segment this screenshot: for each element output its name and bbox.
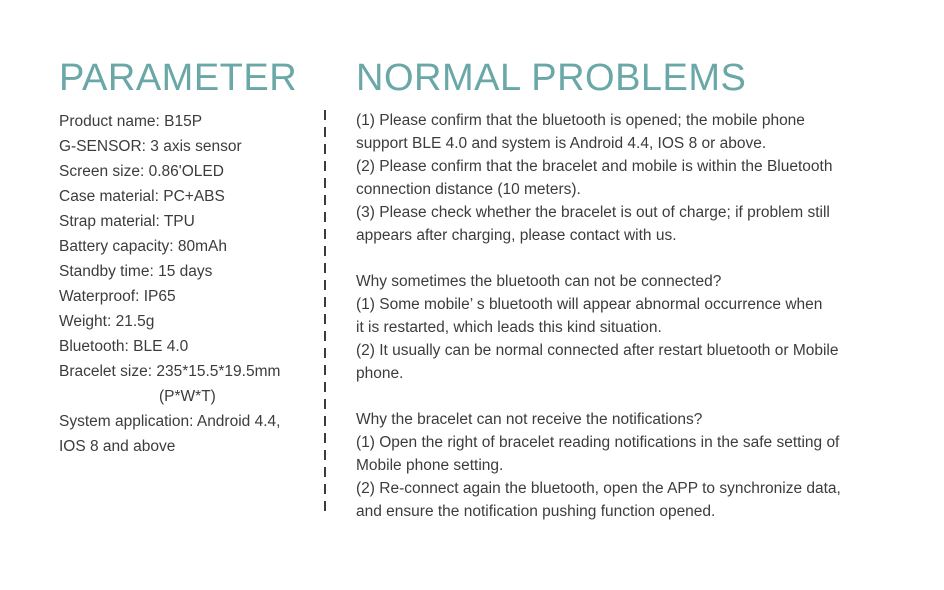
problem-line: Mobile phone setting. <box>356 457 504 474</box>
param-bracelet-size-dims: (P*W*T) <box>159 388 216 405</box>
param-bracelet-size: Bracelet size: 235*15.5*19.5mm <box>59 363 281 380</box>
param-g-sensor: G-SENSOR: 3 axis sensor <box>59 138 242 155</box>
problem-line: and ensure the notification pushing function opened. <box>356 503 716 520</box>
normal-problems-section <box>356 109 890 546</box>
problem-line: (1) Please confirm that the bluetooth is opened; the mobile phone <box>356 112 805 129</box>
parameter-heading: PARAMETER <box>59 57 298 99</box>
problem-line: phone. <box>356 365 404 382</box>
problem-question: Why the bracelet can not receive the notifications? <box>356 411 703 428</box>
parameter-list <box>59 109 321 459</box>
param-strap-material: Strap material: TPU <box>59 213 195 230</box>
problem-line: (1) Some mobile’ s bluetooth will appear abnormal occurrence when <box>356 296 823 313</box>
problem-line: it is restarted, which leads this kind situation. <box>356 319 662 336</box>
problem-line: (1) Open the right of bracelet reading notifications in the safe setting of <box>356 434 840 451</box>
problem-line: appears after charging, please contact with us. <box>356 227 677 244</box>
param-system-application: System application: Android 4.4, <box>59 413 281 430</box>
normal-problems-heading: NORMAL PROBLEMS <box>356 57 747 99</box>
problems-block-connection-check <box>356 109 890 247</box>
problem-line: (3) Please check whether the bracelet is out of charge; if problem still <box>356 204 830 221</box>
param-battery-capacity: Battery capacity: 80mAh <box>59 238 227 255</box>
param-standby-time: Standby time: 15 days <box>59 263 213 280</box>
problem-line: (2) Re-connect again the bluetooth, open the APP to synchronize data, <box>356 480 841 497</box>
problem-line: support BLE 4.0 and system is Android 4.4, IOS 8 or above. <box>356 135 767 152</box>
problems-block-notifications <box>356 408 890 523</box>
problem-line: (2) Please confirm that the bracelet and mobile is within the Bluetooth <box>356 158 833 175</box>
problem-line: (2) It usually can be normal connected after restart bluetooth or Mobile <box>356 342 839 359</box>
problem-line: connection distance (10 meters). <box>356 181 581 198</box>
problems-block-cannot-connect <box>356 270 890 385</box>
param-case-material: Case material: PC+ABS <box>59 188 225 205</box>
param-waterproof: Waterproof: IP65 <box>59 288 176 305</box>
param-screen-size: Screen size: 0.86'OLED <box>59 163 224 180</box>
param-bluetooth: Bluetooth: BLE 4.0 <box>59 338 189 355</box>
dashed-divider <box>324 110 326 518</box>
param-weight: Weight: 21.5g <box>59 313 155 330</box>
param-product-name: Product name: B15P <box>59 113 203 130</box>
problem-question: Why sometimes the bluetooth can not be connected? <box>356 273 722 290</box>
param-system-application-cont: IOS 8 and above <box>59 438 176 455</box>
